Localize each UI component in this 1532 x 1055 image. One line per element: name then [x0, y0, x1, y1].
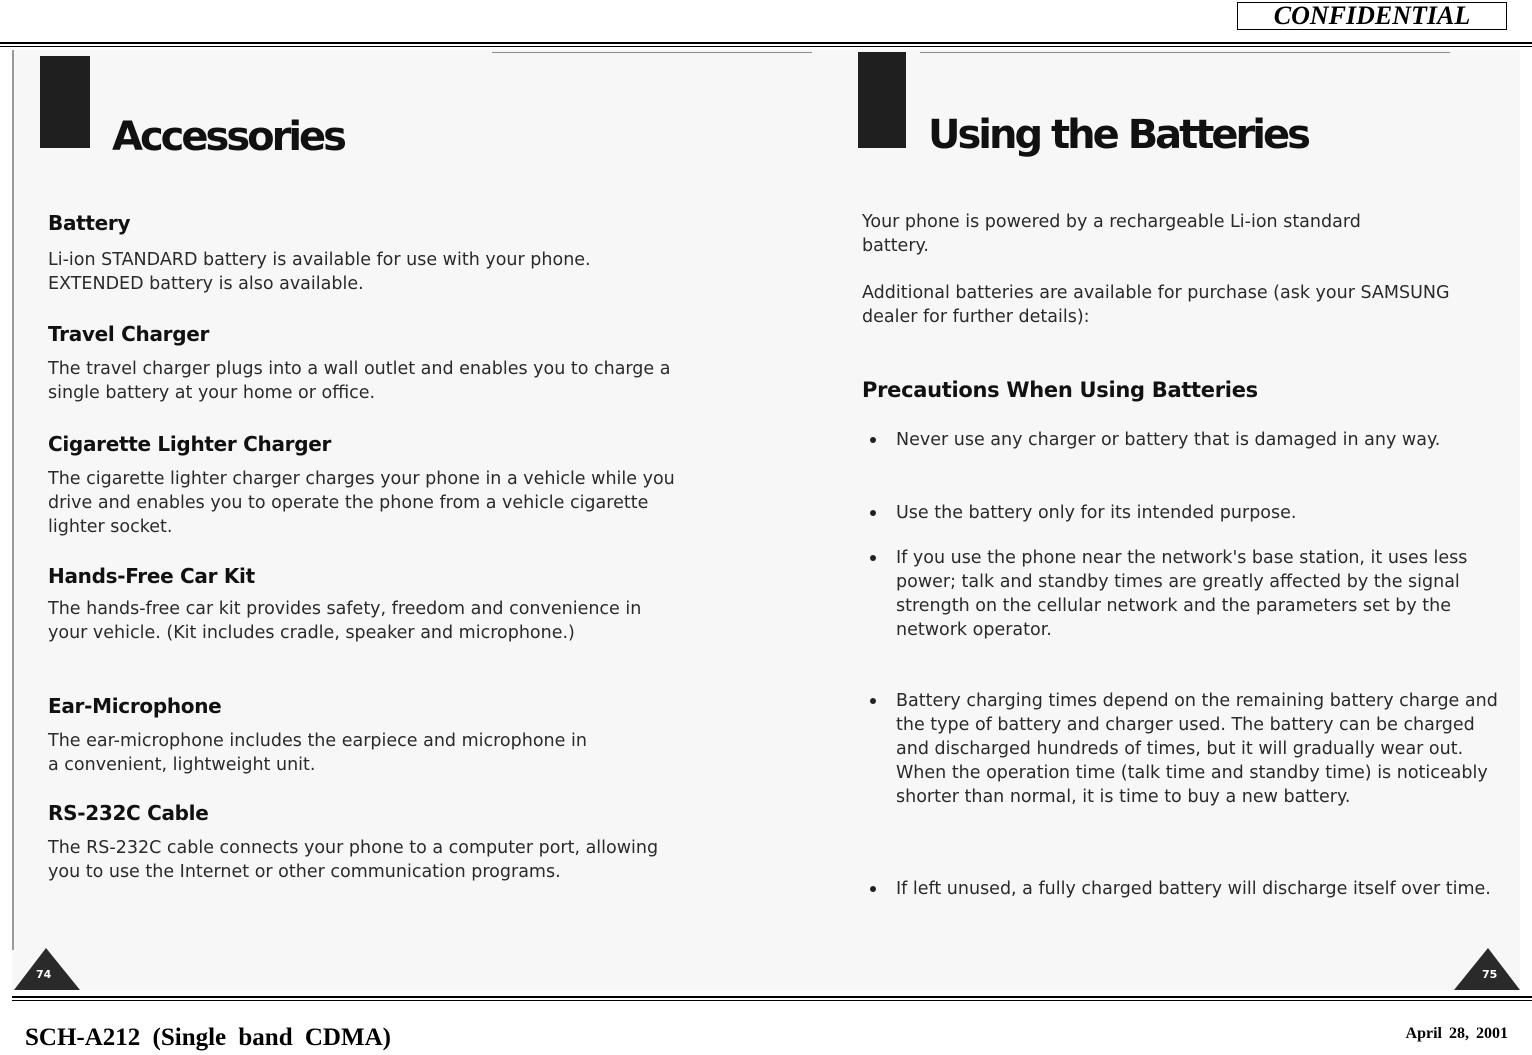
footer-model: SCH-A212 (Single band CDMA): [25, 1024, 391, 1051]
section-heading-battery: Battery: [48, 211, 131, 235]
left-page-title: Accessories: [112, 114, 344, 160]
bullet-dot-1: [870, 437, 876, 443]
bullet-dot-3: [870, 555, 876, 561]
precaution-bullet-3: If you use the phone near the network's base station, it uses less power; talk and standby times are greatly affected by the signal strength on the cellular network and the parameters set by the network operator.: [896, 548, 1468, 640]
section-text-ear-microphone: The ear-microphone includes the earpiece and microphone in a convenient, lightweight unit.: [48, 731, 587, 775]
confidential-stamp: CONFIDENTIAL: [1237, 2, 1507, 30]
right-title-bar: [858, 52, 906, 148]
precaution-bullet-2: Use the battery only for its intended purpose.: [896, 503, 1297, 523]
battery-intro-1: Your phone is powered by a rechargeable Li-ion standard battery.: [862, 212, 1361, 256]
section-heading-travel-charger: Travel Charger: [48, 322, 210, 346]
bullet-dot-5: [870, 886, 876, 892]
section-text-travel-charger: The travel charger plugs into a wall outlet and enables you to charge a single battery at your home or office.: [48, 359, 671, 403]
bullet-dot-2: [870, 510, 876, 516]
footer-rule-bottom: [12, 1000, 1532, 1001]
right-page-title: Using the Batteries: [928, 112, 1308, 158]
footer-date: April 28, 2001: [1405, 1025, 1508, 1042]
section-text-battery: Li-ion STANDARD battery is available for use with your phone. EXTENDED battery is also available.: [48, 250, 591, 294]
section-heading-hands-free-car-kit: Hands-Free Car Kit: [48, 564, 255, 588]
header-rule-bottom: [0, 46, 1532, 47]
manual-spread: [12, 50, 1520, 990]
section-text-cigarette-lighter-charger: The cigarette lighter charger charges your phone in a vehicle while you drive and enables you to operate the phone from a vehicle cigarette lighter socket.: [48, 469, 675, 537]
left-page-number: 74: [36, 968, 52, 981]
left-edge-shadow: [12, 50, 14, 950]
section-heading-ear-microphone: Ear-Microphone: [48, 694, 222, 718]
left-top-line: [492, 52, 812, 53]
header-rule-top: [0, 42, 1532, 44]
precaution-bullet-5: If left unused, a fully charged battery will discharge itself over time.: [896, 879, 1491, 899]
battery-intro-2: Additional batteries are available for purchase (ask your SAMSUNG dealer for further details):: [862, 283, 1450, 327]
right-page-number: 75: [1482, 968, 1498, 981]
section-heading-rs232c-cable: RS-232C Cable: [48, 801, 209, 825]
precaution-bullet-1: Never use any charger or battery that is damaged in any way.: [896, 430, 1441, 450]
bullet-dot-4: [870, 698, 876, 704]
section-text-rs232c-cable: The RS-232C cable connects your phone to a computer port, allowing you to use the Internet or other communication programs.: [48, 838, 659, 882]
section-text-hands-free-car-kit: The hands-free car kit provides safety, freedom and convenience in your vehicle. (Kit includes cradle, speaker and microphone.): [48, 599, 642, 643]
section-heading-cigarette-lighter-charger: Cigarette Lighter Charger: [48, 432, 332, 456]
left-page: [12, 50, 812, 990]
right-page: [832, 50, 1520, 990]
precautions-heading: Precautions When Using Batteries: [862, 378, 1258, 402]
left-title-bar: [40, 56, 90, 148]
precaution-bullet-4: Battery charging times depend on the remaining battery charge and the type of battery and charger used. The battery can be charged and discharged hundreds of times, but it will gradually wear out. When the operation time (talk time and standby time) is noticeably shorter than normal, it is time to buy a new battery.: [896, 691, 1498, 807]
footer-rule-top: [12, 996, 1532, 998]
right-top-line: [920, 52, 1450, 53]
